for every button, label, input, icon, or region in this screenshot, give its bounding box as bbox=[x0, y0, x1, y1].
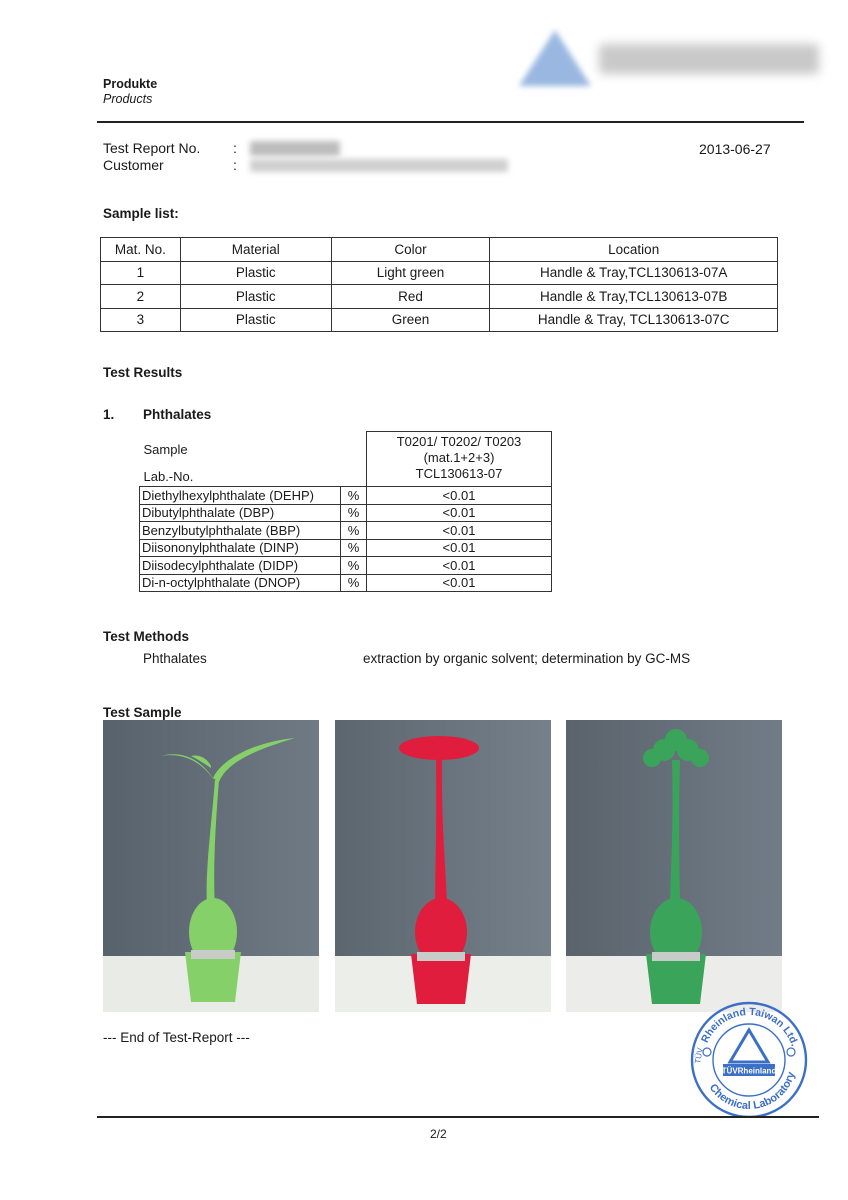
sample-label: Sample bbox=[143, 442, 188, 457]
test-methods-title: Test Methods bbox=[103, 629, 190, 644]
table-row bbox=[140, 504, 552, 522]
table-header-row bbox=[101, 238, 778, 262]
phthalates-results-table bbox=[139, 431, 552, 592]
substance-name: Diisodecylphthalate (DIDP) bbox=[140, 557, 341, 575]
lab-no-value: TCL130613-07 bbox=[415, 466, 503, 481]
substance-name: Dibutylphthalate (DBP) bbox=[140, 504, 341, 522]
customer-label: Customer bbox=[103, 157, 164, 173]
phthalates-heading: Phthalates bbox=[143, 407, 212, 422]
material-cell: Plastic bbox=[180, 285, 331, 309]
sample-list-table bbox=[100, 237, 778, 332]
result-value: <0.01 bbox=[367, 539, 552, 557]
mat-no-cell: 3 bbox=[101, 308, 181, 332]
lab-no-label: Lab.-No. bbox=[143, 469, 194, 485]
column-header: Location bbox=[490, 238, 778, 262]
sample-list-title: Sample list: bbox=[103, 206, 179, 221]
mat-no-cell: 2 bbox=[101, 285, 181, 309]
substance-name: Benzylbutylphthalate (BBP) bbox=[140, 522, 341, 540]
material-cell: Plastic bbox=[180, 308, 331, 332]
header-divider bbox=[97, 121, 804, 123]
location-cell: Handle & Tray,TCL130613-07B bbox=[490, 285, 778, 309]
column-header: Color bbox=[331, 238, 490, 262]
location-cell: Handle & Tray, TCL130613-07C bbox=[490, 308, 778, 332]
unit: % bbox=[341, 539, 367, 557]
unit: % bbox=[341, 522, 367, 540]
test-results-title: Test Results bbox=[103, 365, 183, 380]
color-cell: Green bbox=[331, 308, 490, 332]
customer-value-redacted bbox=[250, 159, 508, 172]
table-row bbox=[101, 285, 778, 309]
result-value: <0.01 bbox=[367, 557, 552, 575]
unit: % bbox=[341, 557, 367, 575]
sample-id-cell bbox=[367, 432, 552, 487]
table-row bbox=[140, 522, 552, 540]
tuv-rheinland-stamp bbox=[688, 1000, 810, 1118]
column-header: Mat. No. bbox=[101, 238, 181, 262]
report-no-label: Test Report No. bbox=[103, 140, 201, 156]
table-row bbox=[140, 557, 552, 575]
stamp-left-text: TÜV bbox=[693, 1047, 705, 1065]
table-row bbox=[140, 539, 552, 557]
color-cell: Red bbox=[331, 285, 490, 309]
report-no-colon: : bbox=[233, 140, 237, 156]
table-row bbox=[101, 308, 778, 332]
table-row bbox=[101, 261, 778, 285]
unit: % bbox=[341, 574, 367, 592]
table-row bbox=[140, 487, 552, 505]
stamp-bottom-text: Chemical Laboratory bbox=[706, 1070, 798, 1113]
location-cell: Handle & Tray,TCL130613-07A bbox=[490, 261, 778, 285]
method-name: Phthalates bbox=[143, 651, 207, 666]
result-value: <0.01 bbox=[367, 504, 552, 522]
svg-text:Rheinland Taiwan Ltd. bbox=[699, 1006, 801, 1048]
method-description: extraction by organic solvent; determination by GC-MS bbox=[363, 651, 691, 666]
page-number: 2/2 bbox=[430, 1127, 447, 1141]
result-value: <0.01 bbox=[367, 522, 552, 540]
substance-name: Diisononylphthalate (DINP) bbox=[140, 539, 341, 557]
header-title-de: Produkte bbox=[103, 77, 158, 91]
header-title-en: Products bbox=[103, 92, 153, 106]
unit: % bbox=[341, 487, 367, 505]
substance-name: Diethylhexylphthalate (DEHP) bbox=[140, 487, 341, 505]
company-logo bbox=[515, 30, 820, 88]
result-value: <0.01 bbox=[367, 574, 552, 592]
substance-name: Di-n-octylphthalate (DNOP) bbox=[140, 574, 341, 592]
column-header: Material bbox=[180, 238, 331, 262]
test-sample-title: Test Sample bbox=[103, 705, 182, 720]
report-date: 2013-06-27 bbox=[699, 141, 771, 157]
color-cell: Light green bbox=[331, 261, 490, 285]
section-number: 1. bbox=[103, 407, 115, 422]
sample-photo-green bbox=[566, 720, 782, 1012]
stamp-top-text: Rheinland Taiwan Ltd. bbox=[698, 1005, 801, 1048]
end-of-report: --- End of Test-Report --- bbox=[103, 1030, 250, 1045]
report-no-value-redacted bbox=[250, 141, 340, 156]
customer-colon: : bbox=[233, 157, 237, 173]
sample-ids: T0201/ T0202/ T0203 bbox=[396, 434, 522, 449]
table-row bbox=[140, 574, 552, 592]
sample-photo-light-green bbox=[103, 720, 319, 1012]
unit: % bbox=[341, 504, 367, 522]
mat-no-cell: 1 bbox=[101, 261, 181, 285]
sample-photo-red bbox=[335, 720, 551, 1012]
stamp-brand: TÜVRheinland bbox=[721, 1066, 777, 1076]
footer-divider bbox=[97, 1116, 819, 1118]
result-value: <0.01 bbox=[367, 487, 552, 505]
material-cell: Plastic bbox=[180, 261, 331, 285]
sample-mats: (mat.1+2+3) bbox=[423, 450, 495, 465]
